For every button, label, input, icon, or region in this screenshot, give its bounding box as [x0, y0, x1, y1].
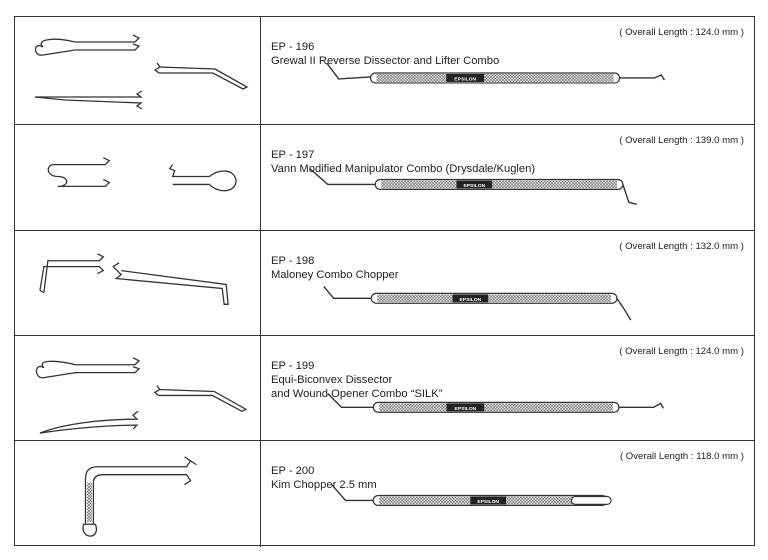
- instrument-code: EP - 198: [271, 255, 315, 267]
- tip-illustration-cell: [15, 336, 261, 440]
- instrument-info-cell: [261, 231, 754, 335]
- instrument-code: EP - 197: [271, 149, 315, 161]
- dissector-blade-tip-icon: [15, 17, 261, 124]
- chopper-instrument-icon: [261, 231, 754, 335]
- overall-length: ( Overall Length : 118.0 mm ): [619, 451, 744, 462]
- instrument-code: EP - 200: [271, 465, 315, 477]
- manipulator-instrument-icon: [261, 125, 754, 230]
- instrument-info-cell: [261, 441, 754, 547]
- table-row: [15, 230, 754, 335]
- brand-logo: EPSILON: [454, 77, 477, 83]
- overall-length: ( Overall Length : 124.0 mm ): [619, 346, 744, 357]
- kim-chopper-instrument-icon: [261, 441, 754, 547]
- brand-logo: EPSILON: [454, 406, 477, 412]
- kim-chopper-tip-icon: [15, 441, 261, 547]
- table-row: [15, 124, 754, 230]
- instrument-name: Maloney Combo Chopper: [271, 269, 399, 281]
- instrument-info-cell: [261, 17, 754, 124]
- overall-length: ( Overall Length : 124.0 mm ): [619, 27, 744, 38]
- long-chopper-tip-icon: [15, 231, 261, 335]
- instrument-name: Equi-Biconvex Dissector and Wound Opener Combo “SILK”: [271, 374, 443, 400]
- loop-tip-icon: [15, 125, 261, 230]
- instrument-info-cell: [261, 336, 754, 440]
- table-row: [15, 335, 754, 440]
- instrument-catalog-table: [14, 16, 755, 546]
- table-row: [15, 440, 754, 547]
- brand-logo: EPSILON: [463, 183, 486, 189]
- instrument-code: EP - 199: [271, 360, 315, 372]
- table-row: [15, 17, 754, 124]
- tip-illustration-cell: [15, 231, 261, 335]
- tip-illustration-cell: [15, 17, 261, 124]
- dissector-lifter-instrument-icon: [261, 17, 754, 124]
- brand-logo: EPSILON: [459, 297, 482, 303]
- instrument-info-cell: [261, 125, 754, 230]
- overall-length: ( Overall Length : 139.0 mm ): [619, 135, 744, 146]
- overall-length: ( Overall Length : 132.0 mm ): [619, 241, 744, 252]
- brand-logo: EPSILON: [477, 499, 500, 505]
- instrument-name: Grewal II Reverse Dissector and Lifter Combo: [271, 55, 500, 67]
- tip-illustration-cell: [15, 125, 261, 230]
- instrument-code: EP - 196: [271, 41, 315, 53]
- instrument-name: Vann Modified Manipulator Combo (Drysdale/Kuglen): [271, 163, 536, 175]
- instrument-name: Kim Chopper 2.5 mm: [271, 479, 377, 491]
- tip-illustration-cell: [15, 441, 261, 547]
- dissector-wound-opener-instrument-icon: [261, 336, 754, 440]
- curved-blade-tip-icon: [15, 336, 261, 440]
